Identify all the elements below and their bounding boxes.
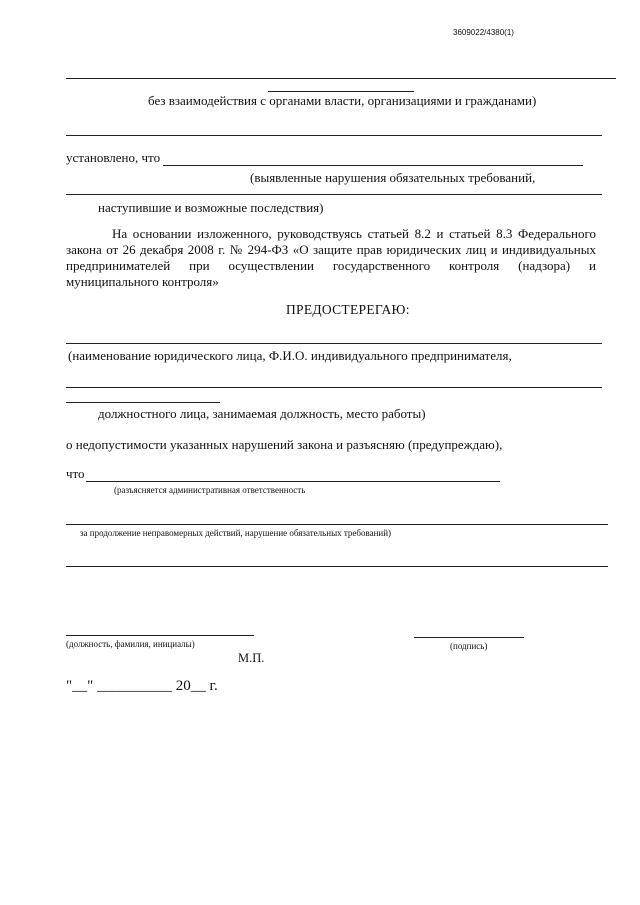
caption-signer-position: (должность, фамилия, инициалы) [66,639,195,649]
legal-basis-paragraph: На основании изложенного, руководствуясь статьей 8.2 и статьей 8.3 Федерального закона от 26 декабря 2008 г. № 294-ФЗ «О защите прав юридических лиц и индивидуальных предпринимателей при осуществлении государственного контроля (надзора) и муниципального контроля» [66,226,596,289]
official-short-line [66,402,220,403]
signer-position-line[interactable] [66,635,254,636]
entity-fill-line[interactable] [66,343,602,344]
caption-violations: (выявленные нарушения обязательных требований, [250,170,536,185]
inadmissibility-text: о недопустимости указанных нарушений закона и разъясняю (предупреждаю), [66,437,503,452]
established-label: установлено, что [66,150,161,165]
caption-signature: (подпись) [450,641,488,651]
caption-official-position: должностного лица, занимаемая должность, место работы) [98,406,426,421]
established-fill-line[interactable] [163,165,583,166]
date-line[interactable]: "__" __________ 20__ г. [66,678,218,694]
caption-unlawful-actions: за продолжение неправомерных действий, нарушение обязательных требований) [80,528,392,538]
seal-place: М.П. [238,651,265,665]
caption-admin-liability: (разъясняется административная ответственность [114,485,306,495]
document-id: 3609022/4380(1) [453,28,514,37]
that-label: что [66,466,85,481]
that-fill-line[interactable] [86,481,500,482]
warning-heading: ПРЕДОСТЕРЕГАЮ: [286,302,410,317]
extra-fill-line[interactable] [66,566,608,567]
caption-consequences: наступившие и возможные последствия) [98,200,324,215]
violations-fill-line[interactable] [66,194,602,195]
caption-no-interaction: без взаимодействия с органами власти, организациями и гражданами) [148,93,537,108]
official-fill-line[interactable] [66,387,602,388]
caption-entity-name: (наименование юридического лица, Ф.И.О. индивидуального предпринимателя, [68,348,512,363]
rule-1 [66,135,602,136]
liability-fill-line[interactable] [66,524,608,525]
top-rule [66,78,616,79]
signature-line[interactable] [414,637,524,638]
short-rule [268,91,414,92]
